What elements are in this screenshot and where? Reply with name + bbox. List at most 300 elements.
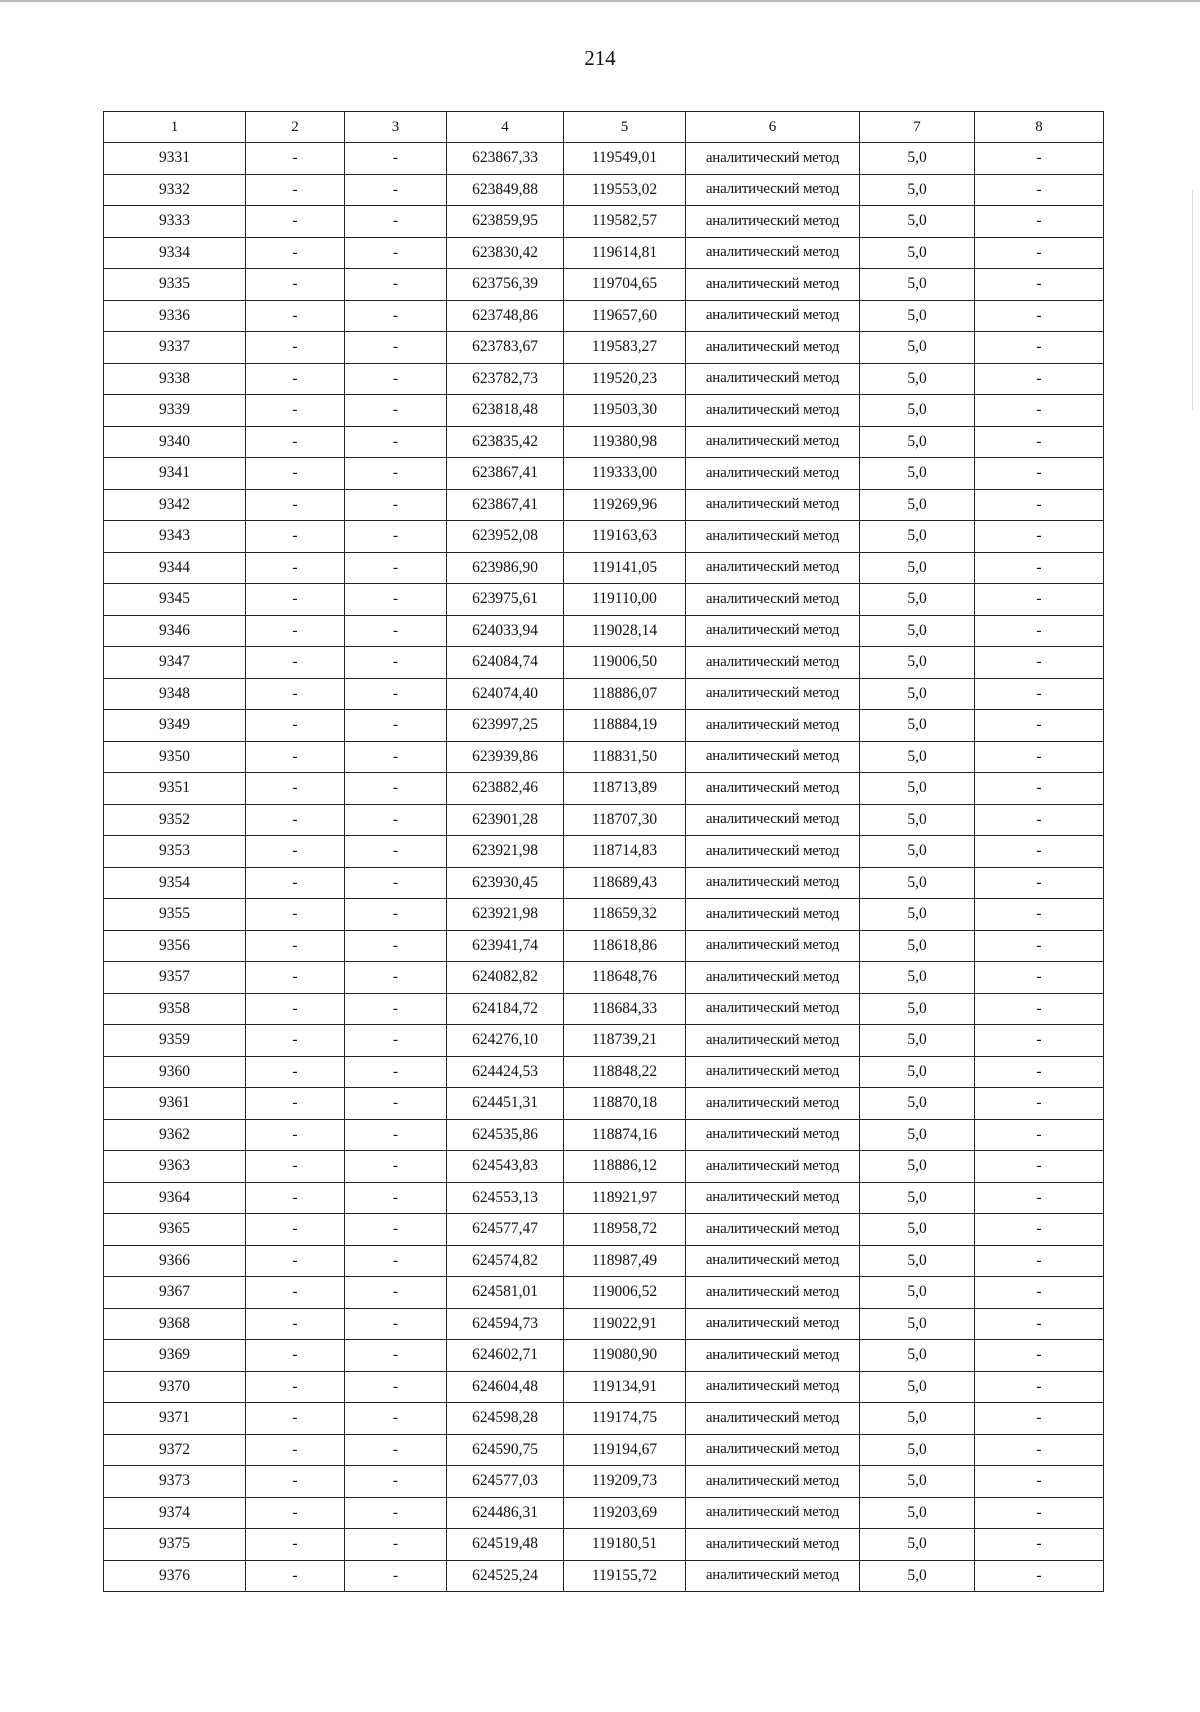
- x-coordinate-cell: 623921,98: [447, 899, 564, 931]
- method-cell: аналитический метод: [686, 1560, 860, 1592]
- point-number-cell: 9334: [104, 237, 246, 269]
- y-coordinate-cell: 119549,01: [564, 143, 686, 175]
- column-2-cell: -: [246, 993, 345, 1025]
- y-coordinate-cell: 119582,57: [564, 206, 686, 238]
- table-row: [104, 1245, 1104, 1277]
- accuracy-cell: 5,0: [860, 836, 975, 868]
- table-row: [104, 899, 1104, 931]
- column-8-cell: -: [975, 1182, 1104, 1214]
- accuracy-cell: 5,0: [860, 615, 975, 647]
- column-3-cell: -: [345, 1277, 447, 1309]
- point-number-cell: 9373: [104, 1466, 246, 1498]
- column-3-cell: -: [345, 521, 447, 553]
- accuracy-cell: 5,0: [860, 962, 975, 994]
- table-row: [104, 647, 1104, 679]
- y-coordinate-cell: 119110,00: [564, 584, 686, 616]
- method-cell: аналитический метод: [686, 1434, 860, 1466]
- table-row: [104, 1151, 1104, 1183]
- y-coordinate-cell: 119163,63: [564, 521, 686, 553]
- column-8-cell: -: [975, 647, 1104, 679]
- method-cell: аналитический метод: [686, 1245, 860, 1277]
- point-number-cell: 9349: [104, 710, 246, 742]
- column-header: 4: [447, 112, 564, 143]
- column-8-cell: -: [975, 143, 1104, 175]
- point-number-cell: 9344: [104, 552, 246, 584]
- table-row: [104, 584, 1104, 616]
- column-2-cell: -: [246, 1371, 345, 1403]
- column-3-cell: -: [345, 489, 447, 521]
- y-coordinate-cell: 119134,91: [564, 1371, 686, 1403]
- x-coordinate-cell: 623830,42: [447, 237, 564, 269]
- column-2-cell: -: [246, 773, 345, 805]
- column-header: 2: [246, 112, 345, 143]
- y-coordinate-cell: 119022,91: [564, 1308, 686, 1340]
- y-coordinate-cell: 118648,76: [564, 962, 686, 994]
- y-coordinate-cell: 119203,69: [564, 1497, 686, 1529]
- column-8-cell: -: [975, 1560, 1104, 1592]
- column-3-cell: -: [345, 1245, 447, 1277]
- y-coordinate-cell: 118848,22: [564, 1056, 686, 1088]
- y-coordinate-cell: 118618,86: [564, 930, 686, 962]
- x-coordinate-cell: 624535,86: [447, 1119, 564, 1151]
- table-row: [104, 615, 1104, 647]
- table-row: [104, 269, 1104, 301]
- method-cell: аналитический метод: [686, 647, 860, 679]
- accuracy-cell: 5,0: [860, 584, 975, 616]
- column-3-cell: -: [345, 836, 447, 868]
- accuracy-cell: 5,0: [860, 1371, 975, 1403]
- table-row: [104, 458, 1104, 490]
- column-3-cell: -: [345, 1371, 447, 1403]
- column-8-cell: -: [975, 1025, 1104, 1057]
- accuracy-cell: 5,0: [860, 1214, 975, 1246]
- y-coordinate-cell: 118884,19: [564, 710, 686, 742]
- scan-top-edge: [0, 0, 1200, 2]
- column-8-cell: -: [975, 1371, 1104, 1403]
- x-coordinate-cell: 623941,74: [447, 930, 564, 962]
- column-8-cell: -: [975, 930, 1104, 962]
- method-cell: аналитический метод: [686, 332, 860, 364]
- column-header: 5: [564, 112, 686, 143]
- column-2-cell: -: [246, 1025, 345, 1057]
- y-coordinate-cell: 119141,05: [564, 552, 686, 584]
- column-8-cell: -: [975, 741, 1104, 773]
- column-3-cell: -: [345, 1214, 447, 1246]
- y-coordinate-cell: 118921,97: [564, 1182, 686, 1214]
- y-coordinate-cell: 118689,43: [564, 867, 686, 899]
- column-2-cell: -: [246, 1434, 345, 1466]
- accuracy-cell: 5,0: [860, 458, 975, 490]
- coordinates-table: [103, 111, 1104, 1592]
- column-8-cell: -: [975, 678, 1104, 710]
- column-2-cell: -: [246, 489, 345, 521]
- column-8-cell: -: [975, 804, 1104, 836]
- accuracy-cell: 5,0: [860, 1182, 975, 1214]
- point-number-cell: 9356: [104, 930, 246, 962]
- column-2-cell: -: [246, 237, 345, 269]
- method-cell: аналитический метод: [686, 773, 860, 805]
- y-coordinate-cell: 118886,07: [564, 678, 686, 710]
- method-cell: аналитический метод: [686, 489, 860, 521]
- x-coordinate-cell: 624525,24: [447, 1560, 564, 1592]
- y-coordinate-cell: 119380,98: [564, 426, 686, 458]
- point-number-cell: 9331: [104, 143, 246, 175]
- table-row: [104, 174, 1104, 206]
- table-row: [104, 1308, 1104, 1340]
- table-row: [104, 1529, 1104, 1561]
- column-2-cell: -: [246, 741, 345, 773]
- method-cell: аналитический метод: [686, 836, 860, 868]
- x-coordinate-cell: 624424,53: [447, 1056, 564, 1088]
- point-number-cell: 9374: [104, 1497, 246, 1529]
- point-number-cell: 9341: [104, 458, 246, 490]
- point-number-cell: 9361: [104, 1088, 246, 1120]
- point-number-cell: 9365: [104, 1214, 246, 1246]
- x-coordinate-cell: 623901,28: [447, 804, 564, 836]
- x-coordinate-cell: 624577,03: [447, 1466, 564, 1498]
- point-number-cell: 9376: [104, 1560, 246, 1592]
- y-coordinate-cell: 118886,12: [564, 1151, 686, 1183]
- column-8-cell: -: [975, 1466, 1104, 1498]
- column-8-cell: -: [975, 836, 1104, 868]
- point-number-cell: 9336: [104, 300, 246, 332]
- column-8-cell: -: [975, 867, 1104, 899]
- column-3-cell: -: [345, 332, 447, 364]
- method-cell: аналитический метод: [686, 458, 860, 490]
- x-coordinate-cell: 623818,48: [447, 395, 564, 427]
- accuracy-cell: 5,0: [860, 930, 975, 962]
- point-number-cell: 9370: [104, 1371, 246, 1403]
- column-8-cell: -: [975, 489, 1104, 521]
- method-cell: аналитический метод: [686, 1340, 860, 1372]
- column-2-cell: -: [246, 395, 345, 427]
- column-2-cell: -: [246, 269, 345, 301]
- method-cell: аналитический метод: [686, 143, 860, 175]
- y-coordinate-cell: 118958,72: [564, 1214, 686, 1246]
- table-row: [104, 489, 1104, 521]
- accuracy-cell: 5,0: [860, 489, 975, 521]
- column-8-cell: -: [975, 1151, 1104, 1183]
- column-3-cell: -: [345, 458, 447, 490]
- x-coordinate-cell: 624074,40: [447, 678, 564, 710]
- method-cell: аналитический метод: [686, 426, 860, 458]
- column-3-cell: -: [345, 143, 447, 175]
- accuracy-cell: 5,0: [860, 269, 975, 301]
- point-number-cell: 9362: [104, 1119, 246, 1151]
- x-coordinate-cell: 623867,33: [447, 143, 564, 175]
- column-3-cell: -: [345, 615, 447, 647]
- column-3-cell: -: [345, 269, 447, 301]
- table-row: [104, 521, 1104, 553]
- column-3-cell: -: [345, 206, 447, 238]
- column-3-cell: -: [345, 804, 447, 836]
- point-number-cell: 9357: [104, 962, 246, 994]
- x-coordinate-cell: 623986,90: [447, 552, 564, 584]
- column-8-cell: -: [975, 1277, 1104, 1309]
- column-3-cell: -: [345, 993, 447, 1025]
- method-cell: аналитический метод: [686, 1025, 860, 1057]
- x-coordinate-cell: 624184,72: [447, 993, 564, 1025]
- point-number-cell: 9372: [104, 1434, 246, 1466]
- x-coordinate-cell: 623975,61: [447, 584, 564, 616]
- column-2-cell: -: [246, 521, 345, 553]
- accuracy-cell: 5,0: [860, 1025, 975, 1057]
- column-2-cell: -: [246, 332, 345, 364]
- column-3-cell: -: [345, 1340, 447, 1372]
- x-coordinate-cell: 624590,75: [447, 1434, 564, 1466]
- column-8-cell: -: [975, 1403, 1104, 1435]
- method-cell: аналитический метод: [686, 804, 860, 836]
- accuracy-cell: 5,0: [860, 143, 975, 175]
- y-coordinate-cell: 119174,75: [564, 1403, 686, 1435]
- y-coordinate-cell: 119520,23: [564, 363, 686, 395]
- y-coordinate-cell: 119583,27: [564, 332, 686, 364]
- column-3-cell: -: [345, 426, 447, 458]
- table-row: [104, 1182, 1104, 1214]
- column-2-cell: -: [246, 710, 345, 742]
- accuracy-cell: 5,0: [860, 804, 975, 836]
- method-cell: аналитический метод: [686, 1151, 860, 1183]
- y-coordinate-cell: 119155,72: [564, 1560, 686, 1592]
- point-number-cell: 9340: [104, 426, 246, 458]
- x-coordinate-cell: 623882,46: [447, 773, 564, 805]
- column-2-cell: -: [246, 206, 345, 238]
- point-number-cell: 9337: [104, 332, 246, 364]
- column-3-cell: -: [345, 1560, 447, 1592]
- column-8-cell: -: [975, 521, 1104, 553]
- method-cell: аналитический метод: [686, 1371, 860, 1403]
- column-8-cell: -: [975, 237, 1104, 269]
- column-2-cell: -: [246, 1466, 345, 1498]
- point-number-cell: 9339: [104, 395, 246, 427]
- column-8-cell: -: [975, 206, 1104, 238]
- table-row: [104, 363, 1104, 395]
- page-number: 214: [584, 46, 616, 70]
- column-8-cell: -: [975, 1119, 1104, 1151]
- column-8-cell: -: [975, 1245, 1104, 1277]
- x-coordinate-cell: 624574,82: [447, 1245, 564, 1277]
- x-coordinate-cell: 624594,73: [447, 1308, 564, 1340]
- column-8-cell: -: [975, 1497, 1104, 1529]
- column-2-cell: -: [246, 300, 345, 332]
- x-coordinate-cell: 623921,98: [447, 836, 564, 868]
- accuracy-cell: 5,0: [860, 867, 975, 899]
- column-8-cell: -: [975, 426, 1104, 458]
- y-coordinate-cell: 119006,50: [564, 647, 686, 679]
- point-number-cell: 9346: [104, 615, 246, 647]
- point-number-cell: 9345: [104, 584, 246, 616]
- column-3-cell: -: [345, 899, 447, 931]
- table-row: [104, 1434, 1104, 1466]
- column-8-cell: -: [975, 1529, 1104, 1561]
- table-row: [104, 993, 1104, 1025]
- column-8-cell: -: [975, 1340, 1104, 1372]
- y-coordinate-cell: 118739,21: [564, 1025, 686, 1057]
- column-8-cell: -: [975, 552, 1104, 584]
- method-cell: аналитический метод: [686, 269, 860, 301]
- table-row: [104, 962, 1104, 994]
- accuracy-cell: 5,0: [860, 552, 975, 584]
- table-row: [104, 773, 1104, 805]
- method-cell: аналитический метод: [686, 899, 860, 931]
- table-row: [104, 1560, 1104, 1592]
- column-3-cell: -: [345, 773, 447, 805]
- table-row: [104, 237, 1104, 269]
- y-coordinate-cell: 119180,51: [564, 1529, 686, 1561]
- x-coordinate-cell: 623867,41: [447, 458, 564, 490]
- table-row: [104, 1403, 1104, 1435]
- column-2-cell: -: [246, 552, 345, 584]
- table-row: [104, 867, 1104, 899]
- column-2-cell: -: [246, 426, 345, 458]
- table-row: [104, 1056, 1104, 1088]
- column-3-cell: -: [345, 1497, 447, 1529]
- column-8-cell: -: [975, 1088, 1104, 1120]
- column-2-cell: -: [246, 174, 345, 206]
- table-row: [104, 1497, 1104, 1529]
- accuracy-cell: 5,0: [860, 993, 975, 1025]
- y-coordinate-cell: 119080,90: [564, 1340, 686, 1372]
- point-number-cell: 9350: [104, 741, 246, 773]
- column-3-cell: -: [345, 552, 447, 584]
- column-2-cell: -: [246, 1245, 345, 1277]
- column-2-cell: -: [246, 1151, 345, 1183]
- accuracy-cell: 5,0: [860, 363, 975, 395]
- column-2-cell: -: [246, 1529, 345, 1561]
- point-number-cell: 9366: [104, 1245, 246, 1277]
- accuracy-cell: 5,0: [860, 773, 975, 805]
- table-header-row: [104, 112, 1104, 143]
- x-coordinate-cell: 624577,47: [447, 1214, 564, 1246]
- column-8-cell: -: [975, 269, 1104, 301]
- column-3-cell: -: [345, 237, 447, 269]
- point-number-cell: 9367: [104, 1277, 246, 1309]
- column-3-cell: -: [345, 710, 447, 742]
- x-coordinate-cell: 624082,82: [447, 962, 564, 994]
- x-coordinate-cell: 623849,88: [447, 174, 564, 206]
- accuracy-cell: 5,0: [860, 174, 975, 206]
- method-cell: аналитический метод: [686, 615, 860, 647]
- method-cell: аналитический метод: [686, 1497, 860, 1529]
- column-header: 6: [686, 112, 860, 143]
- point-number-cell: 9338: [104, 363, 246, 395]
- x-coordinate-cell: 623952,08: [447, 521, 564, 553]
- accuracy-cell: 5,0: [860, 899, 975, 931]
- point-number-cell: 9371: [104, 1403, 246, 1435]
- column-8-cell: -: [975, 300, 1104, 332]
- column-8-cell: -: [975, 1056, 1104, 1088]
- point-number-cell: 9354: [104, 867, 246, 899]
- point-number-cell: 9348: [104, 678, 246, 710]
- y-coordinate-cell: 118870,18: [564, 1088, 686, 1120]
- column-2-cell: -: [246, 1088, 345, 1120]
- y-coordinate-cell: 118987,49: [564, 1245, 686, 1277]
- y-coordinate-cell: 119704,65: [564, 269, 686, 301]
- column-2-cell: -: [246, 143, 345, 175]
- column-3-cell: -: [345, 1466, 447, 1498]
- column-2-cell: -: [246, 647, 345, 679]
- accuracy-cell: 5,0: [860, 332, 975, 364]
- point-number-cell: 9335: [104, 269, 246, 301]
- table-row: [104, 678, 1104, 710]
- accuracy-cell: 5,0: [860, 1340, 975, 1372]
- x-coordinate-cell: 623997,25: [447, 710, 564, 742]
- column-3-cell: -: [345, 363, 447, 395]
- accuracy-cell: 5,0: [860, 1308, 975, 1340]
- x-coordinate-cell: 624519,48: [447, 1529, 564, 1561]
- column-8-cell: -: [975, 458, 1104, 490]
- column-8-cell: -: [975, 773, 1104, 805]
- x-coordinate-cell: 624543,83: [447, 1151, 564, 1183]
- column-8-cell: -: [975, 1434, 1104, 1466]
- table-row: [104, 332, 1104, 364]
- method-cell: аналитический метод: [686, 395, 860, 427]
- method-cell: аналитический метод: [686, 1529, 860, 1561]
- x-coordinate-cell: 623756,39: [447, 269, 564, 301]
- method-cell: аналитический метод: [686, 552, 860, 584]
- accuracy-cell: 5,0: [860, 1529, 975, 1561]
- table-row: [104, 1214, 1104, 1246]
- column-8-cell: -: [975, 1214, 1104, 1246]
- x-coordinate-cell: 623748,86: [447, 300, 564, 332]
- y-coordinate-cell: 119503,30: [564, 395, 686, 427]
- x-coordinate-cell: 624451,31: [447, 1088, 564, 1120]
- method-cell: аналитический метод: [686, 930, 860, 962]
- column-3-cell: -: [345, 1182, 447, 1214]
- table-row: [104, 1466, 1104, 1498]
- table-row: [104, 836, 1104, 868]
- column-header: 8: [975, 112, 1104, 143]
- column-3-cell: -: [345, 867, 447, 899]
- column-3-cell: -: [345, 1308, 447, 1340]
- x-coordinate-cell: 623783,67: [447, 332, 564, 364]
- column-header: 3: [345, 112, 447, 143]
- table-row: [104, 1119, 1104, 1151]
- table-row: [104, 710, 1104, 742]
- column-8-cell: -: [975, 710, 1104, 742]
- table-row: [104, 1277, 1104, 1309]
- point-number-cell: 9358: [104, 993, 246, 1025]
- accuracy-cell: 5,0: [860, 741, 975, 773]
- x-coordinate-cell: 624598,28: [447, 1403, 564, 1435]
- method-cell: аналитический метод: [686, 1056, 860, 1088]
- method-cell: аналитический метод: [686, 206, 860, 238]
- x-coordinate-cell: 624033,94: [447, 615, 564, 647]
- method-cell: аналитический метод: [686, 962, 860, 994]
- y-coordinate-cell: 119194,67: [564, 1434, 686, 1466]
- accuracy-cell: 5,0: [860, 1560, 975, 1592]
- column-2-cell: -: [246, 363, 345, 395]
- table-row: [104, 804, 1104, 836]
- accuracy-cell: 5,0: [860, 1403, 975, 1435]
- column-2-cell: -: [246, 867, 345, 899]
- x-coordinate-cell: 624553,13: [447, 1182, 564, 1214]
- accuracy-cell: 5,0: [860, 1245, 975, 1277]
- method-cell: аналитический метод: [686, 1466, 860, 1498]
- column-2-cell: -: [246, 836, 345, 868]
- point-number-cell: 9352: [104, 804, 246, 836]
- y-coordinate-cell: 119333,00: [564, 458, 686, 490]
- column-2-cell: -: [246, 1340, 345, 1372]
- table-row: [104, 300, 1104, 332]
- column-3-cell: -: [345, 741, 447, 773]
- column-2-cell: -: [246, 615, 345, 647]
- table-row: [104, 143, 1104, 175]
- column-2-cell: -: [246, 1308, 345, 1340]
- x-coordinate-cell: 623782,73: [447, 363, 564, 395]
- table-row: [104, 552, 1104, 584]
- method-cell: аналитический метод: [686, 1403, 860, 1435]
